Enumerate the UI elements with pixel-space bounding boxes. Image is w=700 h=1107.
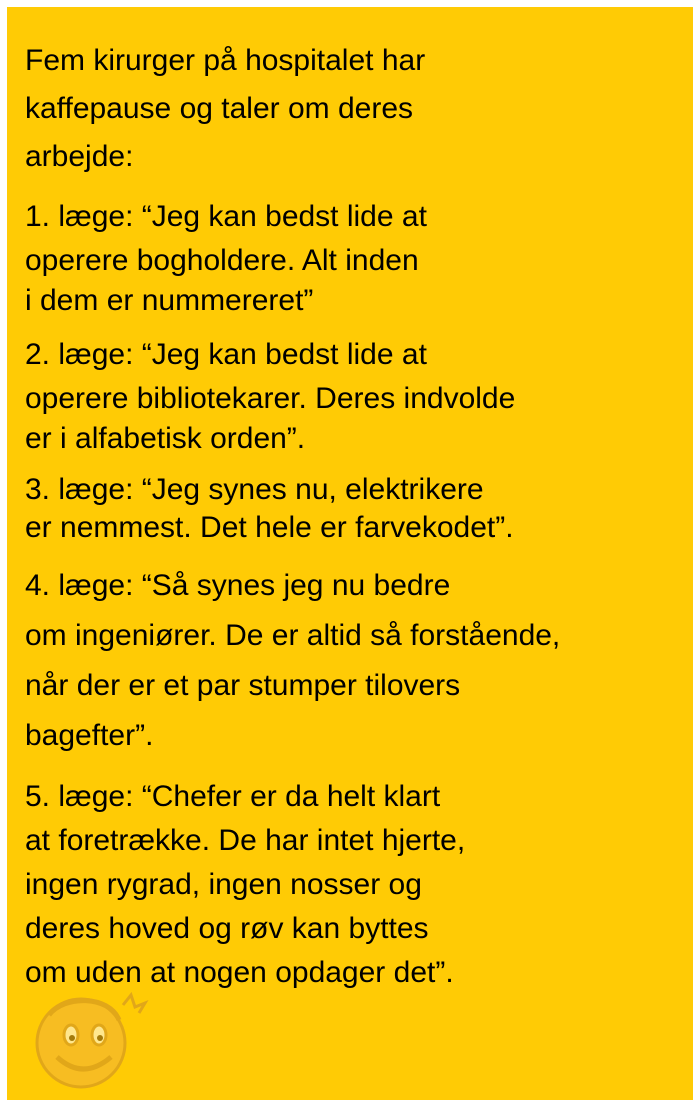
doctor-3-paragraph [25,471,685,547]
doctor-1-paragraph [25,195,685,319]
joke-text [25,37,685,1009]
text-line: 3. læge: “Jeg synes nu, elektrikere [25,473,484,506]
text-line: er nemmest. Det hele er farvekodet”. [25,511,514,544]
text-line: 4. læge: “Så synes jeg nu bedre [25,569,451,602]
text-line: bagefter”. [25,719,154,752]
text-line: ingen rygrad, ingen nosser og [25,868,422,901]
text-line: i dem er nummereret” [25,284,314,317]
intro-paragraph [25,37,685,181]
text-line: kaffepause og taler om deres [25,92,414,125]
text-line: arbejde: [25,140,134,173]
text-line: 5. læge: “Chefer er da helt klart [25,780,441,813]
joke-card [7,7,693,1100]
text-line: når der er et par stumper tilovers [25,669,461,702]
text-line: at foretrække. De har intet hjerte, [25,824,466,857]
text-line: er i alfabetisk orden”. [25,422,306,455]
text-line: 2. læge: “Jeg kan bedst lide at [25,338,427,371]
text-line: Fem kirurger på hospitalet har [25,44,426,77]
text-line: om uden at nogen opdager det”. [25,956,454,989]
doctor-2-paragraph [25,333,685,457]
text-line: deres hoved og røv kan byttes [25,912,429,945]
doctor-5-paragraph [25,775,685,995]
text-line: operere bibliotekarer. Deres indvolde [25,382,516,415]
text-line: 1. læge: “Jeg kan bedst lide at [25,200,427,233]
text-line: operere bogholdere. Alt inden [25,244,419,277]
text-line: om ingeniører. De er altid så forstående, [25,619,561,652]
doctor-4-paragraph [25,561,685,761]
